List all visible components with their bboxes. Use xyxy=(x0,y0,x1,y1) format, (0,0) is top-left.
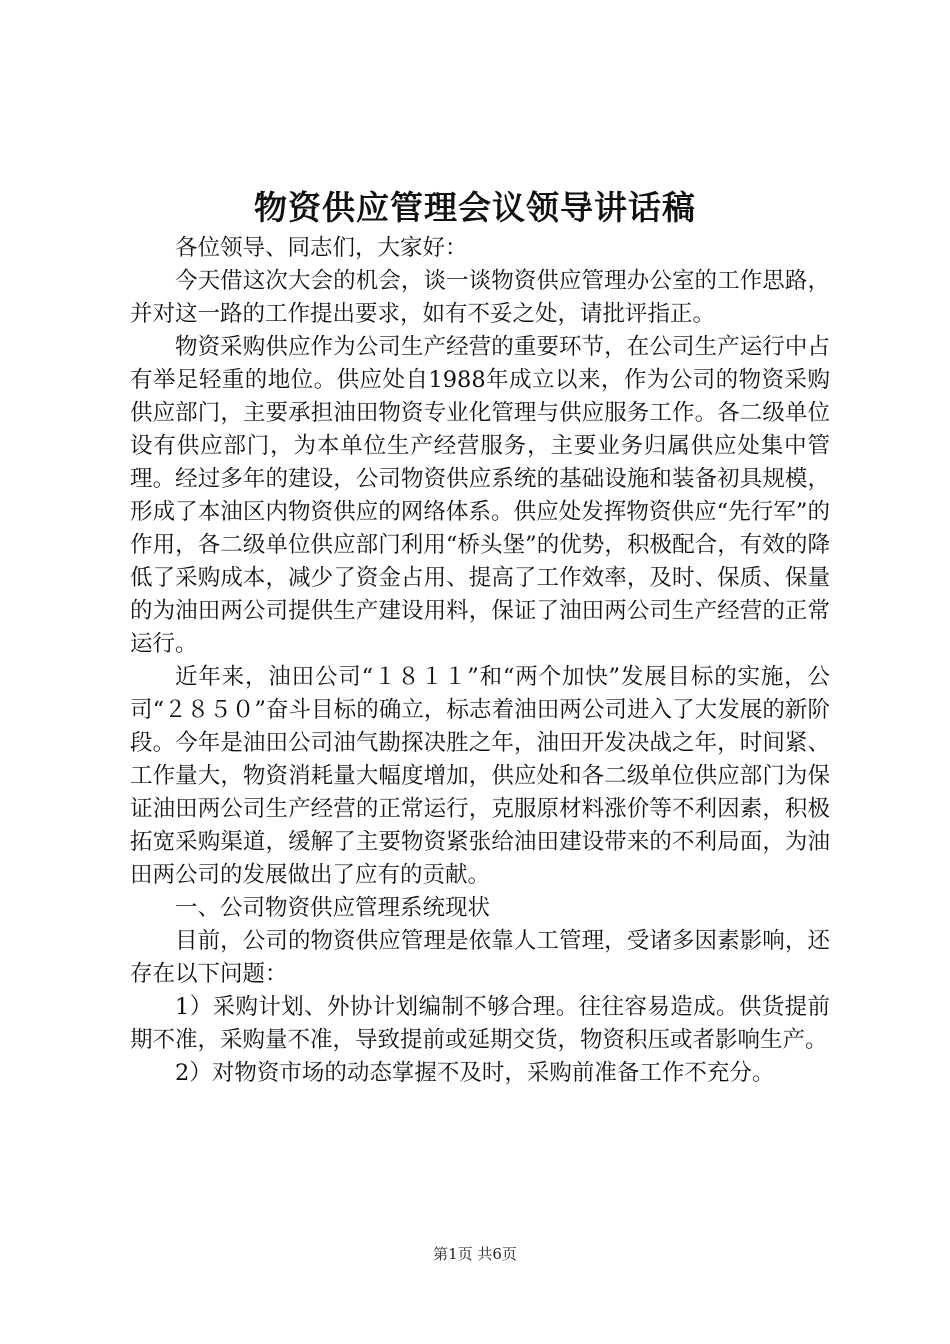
page-footer: 第1页 共6页 xyxy=(433,1245,517,1263)
issue-item-1: 1）采购计划、外协计划编制不够合理。往往容易造成。供货提前期不准，采购量不准，导致提前或延期交货，物资积压或者影响生产。 xyxy=(130,994,830,1053)
document-title: 物资供应管理会议领导讲话稿 xyxy=(254,188,696,227)
background-paragraph: 物资采购供应作为公司生产经营的重要环节，在公司生产运行中占有举足轻重的地位。供应处自1988年成立以来，作为公司的物资采购供应部门，主要承担油田物资专业化管理与供应服务工作。各二级单位设有供应部门，为本单位生产经营服务，主要业务归属供应处集中管理。经过多年的建设，公司物资供应系统的基础设施和装备初具规模，形成了本油区内物资供应的网络体系。供应处发挥物资供应“先行军”的作用，各二级单位供应部门利用“桥头堡”的优势，积极配合，有效的降低了采购成本，减少了资金占用、提高了工作效率，及时、保质、保量的为油田两公司提供生产建设用料，保证了油田两公司生产经营的正常运行。 xyxy=(130,334,830,657)
issue-item-2: 2）对物资市场的动态掌握不及时，采购前准备工作不充分。 xyxy=(175,1060,775,1086)
document-body xyxy=(130,232,830,1090)
recent-years-paragraph: 近年来，油田公司“１８１１”和“两个加快”发展目标的实施，公司“２８５０”奋斗目标的确立，标志着油田两公司进入了大发展的新阶段。今年是油田公司油气勘探决胜之年，油田开发决战之年，时间紧、工作量大，物资消耗量大幅度增加，供应处和各二级单位供应部门为保证油田两公司生产经营的正常运行，克服原材料涨价等不利因素，积极拓宽采购渠道，缓解了主要物资紧张给油田建设带来的不利局面，为油田两公司的发展做出了应有的贡献。 xyxy=(130,664,830,888)
greeting-paragraph: 各位领导、同志们，大家好： xyxy=(175,235,468,261)
section-heading: 一、公司物资供应管理系统现状 xyxy=(175,895,491,921)
current-status-paragraph: 目前，公司的物资供应管理是依靠人工管理，受诸多因素影响，还存在以下问题： xyxy=(130,928,830,987)
opening-paragraph: 今天借这次大会的机会，谈一谈物资供应管理办公室的工作思路，并对这一路的工作提出要求，如有不妥之处，请批评指正。 xyxy=(130,268,830,327)
